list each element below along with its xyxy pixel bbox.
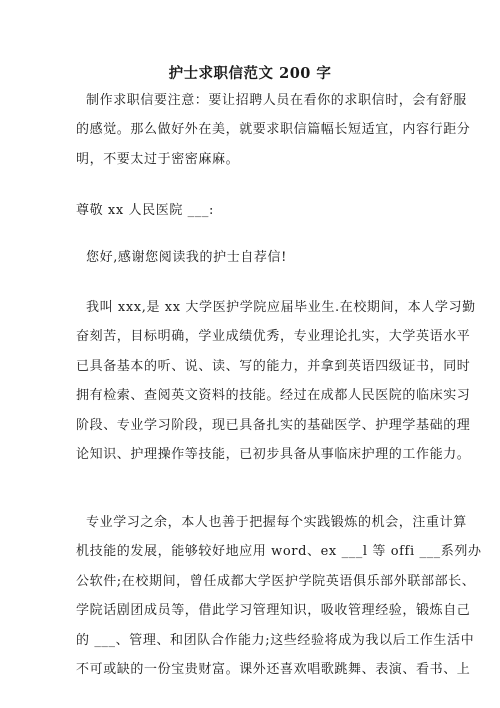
paragraph-line: 制作求职信要注意：要让招聘人员在看你的求职信时，会有舒服 bbox=[86, 93, 467, 108]
document-title: 护士求职信范文 200 字 bbox=[168, 65, 332, 82]
body-paragraph-1 bbox=[76, 293, 476, 469]
paragraph-line: 拥有检索、查阅英文资料的技能。经过在成都人民医院的临床实习 bbox=[76, 388, 471, 404]
paragraph-line: 阶段、专业学习阶段，现已具备扎实的基础医学、护理学基础的理 bbox=[76, 417, 471, 433]
paragraph-line: 学院话剧团成员等，借此学习管理知识，吸收管理经验，锻炼自己 bbox=[76, 603, 471, 619]
greeting-paragraph bbox=[76, 243, 436, 272]
paragraph-line: 机技能的发展，能够较好地应用 word、ex ___l 等 offi ___系列办 bbox=[76, 544, 482, 560]
paragraph-line: 公软件;在校期间，曾任成都大学医护学院英语俱乐部外联部部长、 bbox=[76, 573, 476, 589]
greeting-line: 您好,感谢您阅读我的护士自荐信! bbox=[86, 250, 287, 265]
paragraph-line: 奋刻苦，目标明确，学业成绩优秀，专业理论扎实，大学英语水平 bbox=[76, 329, 471, 345]
paragraph-line: 明，不要太过于密密麻麻。 bbox=[76, 151, 240, 167]
paragraph-line: 论知识、护理操作等技能，已初步具备从事临床护理的工作能力。 bbox=[76, 447, 471, 463]
intro-paragraph bbox=[76, 86, 471, 174]
paragraph-line: 的 ___、管理、和团队合作能力;这些经验将成为我以后工作生活中 bbox=[76, 632, 475, 648]
paragraph-line: 已具备基本的听、说、读、写的能力，并拿到英语四级证书，同时 bbox=[76, 358, 471, 374]
body-paragraph-2 bbox=[76, 508, 482, 684]
paragraph-line: 专业学习之余，本人也善于把握每个实践锻炼的机会，注重计算 bbox=[86, 515, 467, 530]
salutation-paragraph bbox=[76, 196, 436, 225]
salutation-line: 尊敬 xx 人民医院 ___: bbox=[76, 203, 214, 218]
paragraph-line: 我叫 xxx,是 xx 大学医护学院应届毕业生.在校期间，本人学习勤 bbox=[86, 300, 476, 315]
paragraph-line: 不可或缺的一份宝贵财富。课外还喜欢唱歌跳舞、表演、看书、上 bbox=[76, 662, 471, 678]
paragraph-line: 的感觉。那么做好外在美，就要求职信篇幅长短适宜，内容行距分 bbox=[76, 122, 471, 138]
